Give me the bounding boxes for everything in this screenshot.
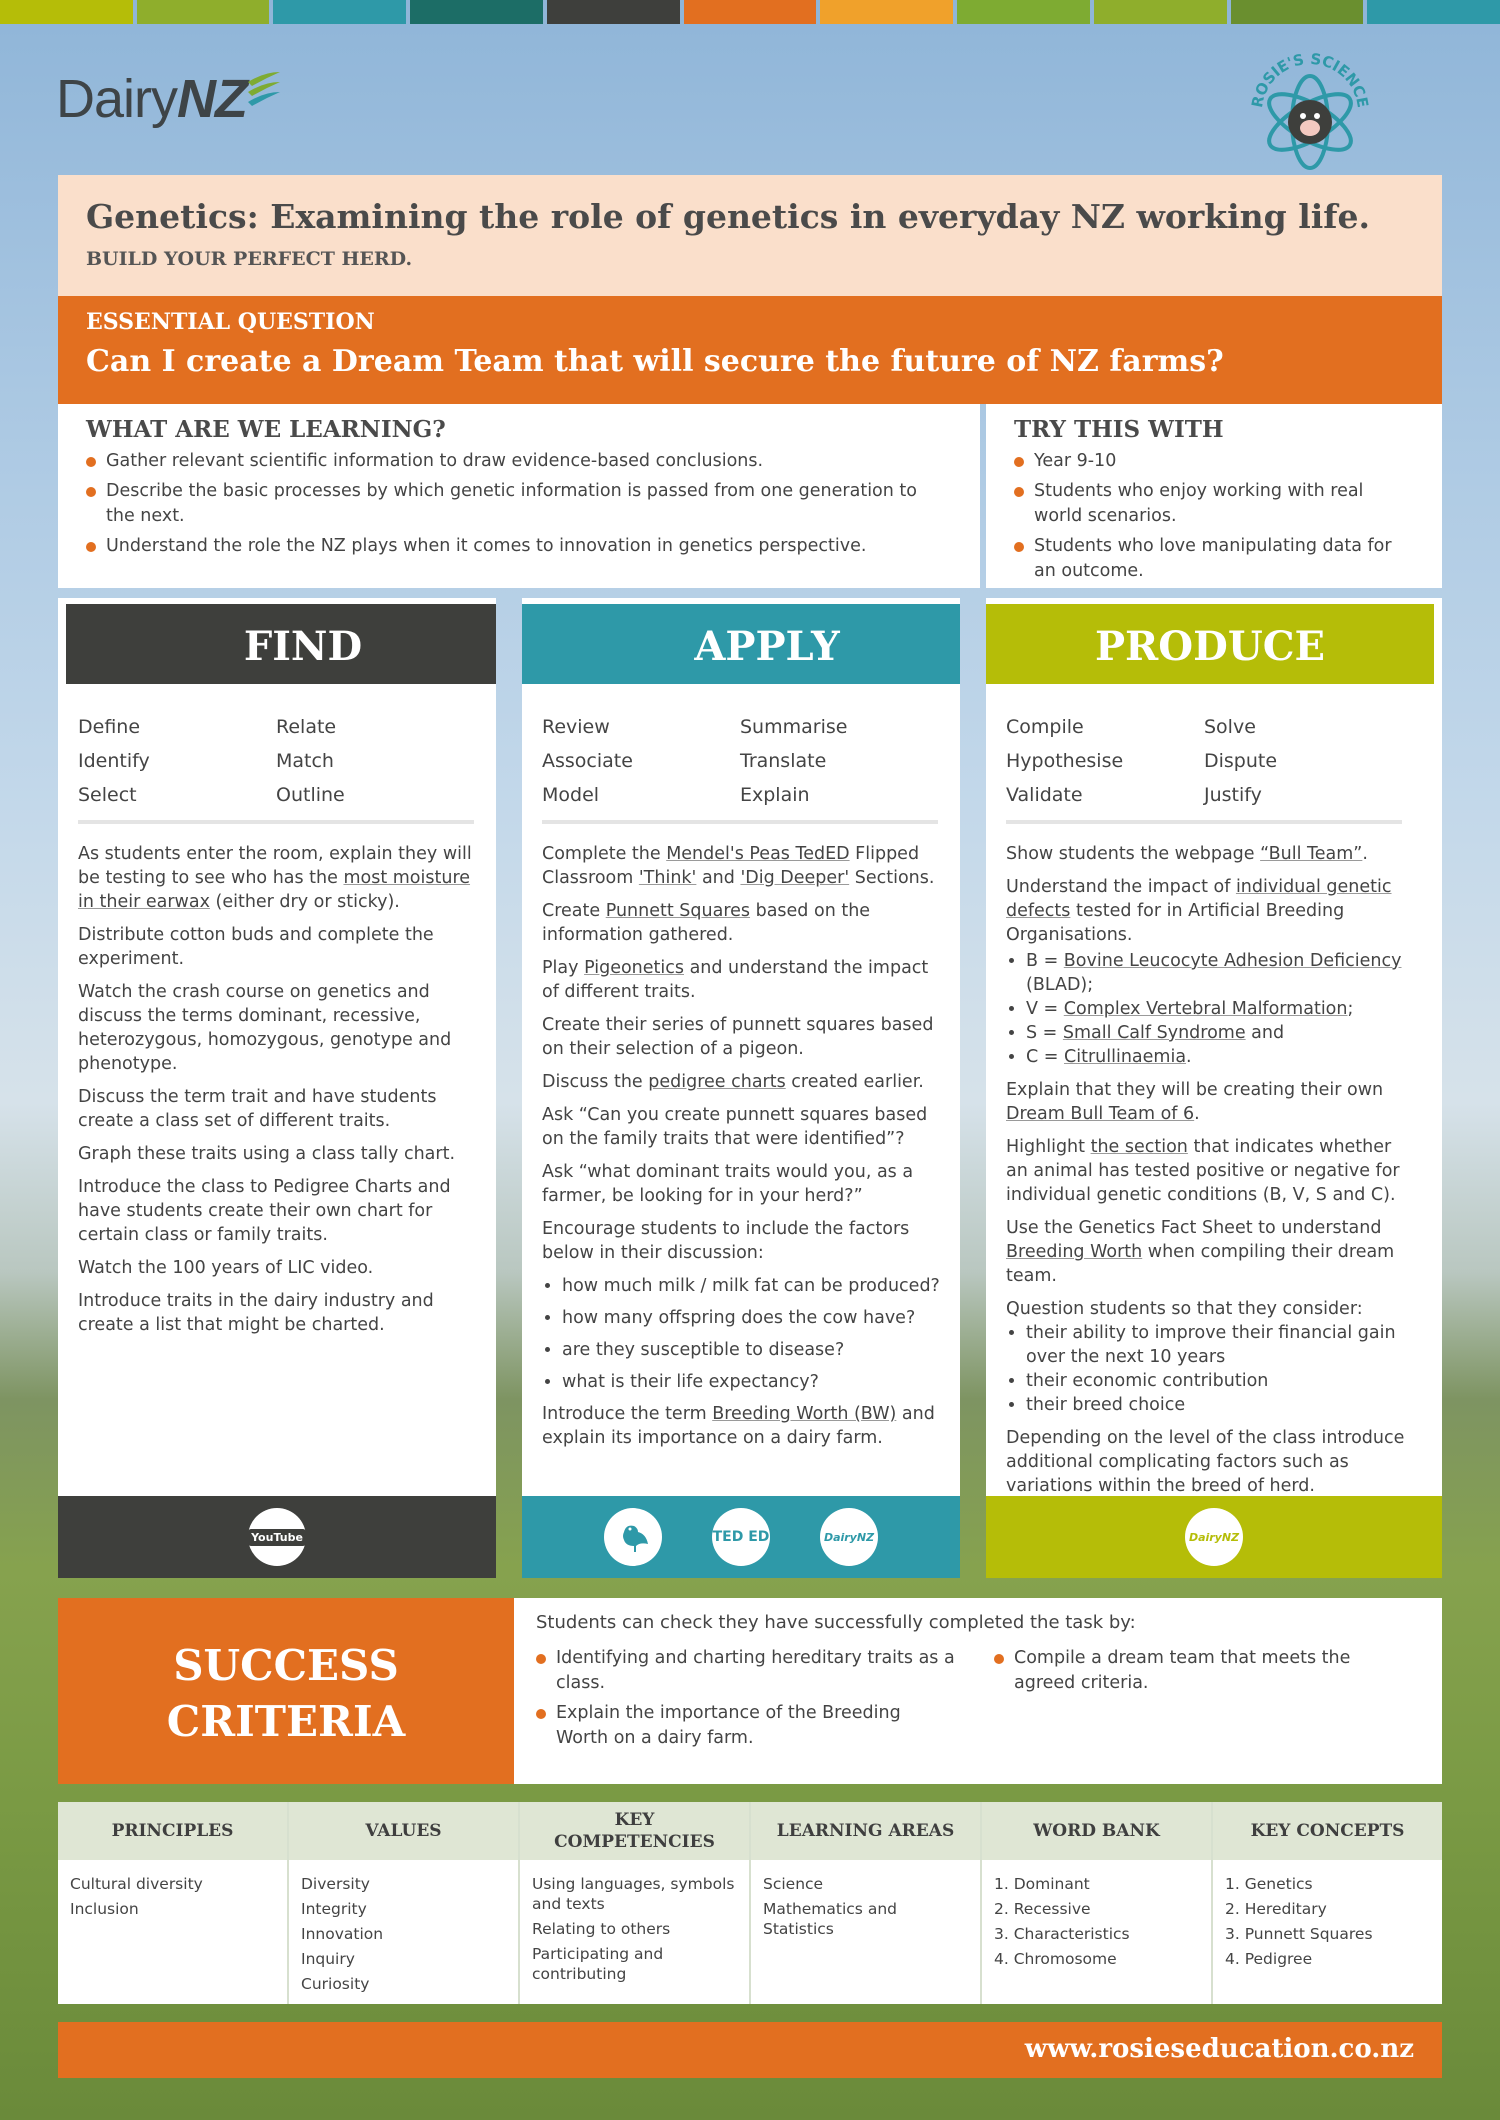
success-criteria-title: SUCCESS CRITERIA: [166, 1641, 406, 1746]
paragraph: Distribute cotton buds and complete the experiment.: [78, 925, 434, 969]
blad-link[interactable]: Bovine Leucocyte Adhesion Deficiency: [1063, 951, 1402, 971]
list-item: • what is their life expectancy?: [562, 1370, 942, 1394]
svg-text:ROSIE'S SCIENCE: ROSIE'S SCIENCE: [1248, 49, 1372, 110]
list-item: • how many offspring does the cow have?: [562, 1306, 942, 1330]
punnett-squares-link[interactable]: Punnett Squares: [605, 901, 751, 921]
logo-swoosh-icon: [244, 68, 284, 108]
learning-areas-column: [751, 1802, 982, 2004]
list-item: Describe the basic processes by which genetic information is passed from one generation to the next.: [86, 479, 926, 529]
stripe: [410, 0, 543, 24]
verb: Solve: [1204, 716, 1256, 738]
list-item: Explain the importance of the Breeding Worth on a dairy farm.: [536, 1701, 956, 1751]
list-item: • their economic contribution: [1026, 1369, 1416, 1393]
apply-panel: [522, 598, 960, 1578]
verb: Compile: [1006, 716, 1084, 738]
stripe: [957, 0, 1090, 24]
verb: Select: [78, 784, 137, 806]
learning-list: [86, 449, 926, 564]
essential-question-label: ESSENTIAL QUESTION: [86, 309, 375, 335]
list-item: • S = Small Calf Syndrome and: [1026, 1021, 1416, 1045]
verb: Translate: [740, 750, 827, 772]
breeding-worth-link[interactable]: Breeding Worth: [1006, 1242, 1143, 1262]
divider: [78, 820, 474, 824]
dairynz-icon[interactable]: DairyNZ: [820, 1508, 878, 1566]
dig-deeper-link[interactable]: 'Dig Deeper': [740, 868, 850, 888]
stripe: [1367, 0, 1500, 24]
verb: Explain: [740, 784, 810, 806]
success-criteria-title-panel: [58, 1598, 514, 1784]
success-list-left: [536, 1646, 956, 1756]
stripe: [137, 0, 270, 24]
cvm-link[interactable]: Complex Vertebral Malformation: [1063, 999, 1348, 1019]
verb: Dispute: [1204, 750, 1278, 772]
paragraph: Complete the Mendel's Peas TedED Flipped Classroom 'Think' and 'Dig Deeper' Sections.: [542, 844, 935, 888]
paragraph: Create their series of punnett squares based on their selection of a pigeon.: [542, 1015, 934, 1059]
discussion-list: [542, 1274, 942, 1394]
try-list: [1014, 449, 1414, 589]
column-header: WORD BANK: [982, 1802, 1211, 1860]
youtube-icon[interactable]: YouTube: [248, 1508, 306, 1566]
dairynz-icon[interactable]: DairyNZ: [1185, 1508, 1243, 1566]
essential-question-text: Can I create a Dream Team that will secure the future of NZ farms?: [86, 344, 1224, 379]
paragraph: Introduce the term Breeding Worth (BW) and explain its importance on a dairy farm.: [542, 1404, 935, 1448]
pigeon-icon[interactable]: [604, 1508, 662, 1566]
list-item: Students who enjoy working with real world scenarios.: [1014, 479, 1414, 529]
paragraph: Show students the webpage “Bull Team”.: [1006, 844, 1368, 864]
apply-word-grid: [542, 710, 938, 812]
produce-body: [1006, 842, 1416, 1507]
dairynz-logo: [56, 68, 247, 130]
list-item: • their breed choice: [1026, 1393, 1416, 1417]
success-intro: Students can check they have successfully completed the task by:: [536, 1612, 1136, 1633]
verb: Define: [78, 716, 141, 738]
page-title: Genetics: Examining the role of genetics in everyday NZ working life.: [86, 197, 1370, 236]
list-item: Students who love manipulating data for an outcome.: [1014, 534, 1414, 584]
verb: Outline: [276, 784, 345, 806]
verb: Summarise: [740, 716, 848, 738]
column-body: 1. Dominant 2. Recessive 3. Characteristics 4. Chromosome: [994, 1875, 1130, 1968]
verb: Relate: [276, 716, 337, 738]
column-body: Science Mathematics and Statistics: [763, 1875, 897, 1938]
dream-bull-team-link[interactable]: Dream Bull Team of 6: [1006, 1104, 1195, 1124]
apply-title: APPLY: [694, 623, 840, 670]
column-body: Using languages, symbols and texts Relating to others Participating and contributing: [532, 1875, 735, 1983]
produce-footer: [986, 1496, 1442, 1578]
list-item: • are they susceptible to disease?: [562, 1338, 942, 1362]
paragraph: Understand the impact of individual genetic defects tested for in Artificial Breeding Organisations.: [1006, 877, 1392, 945]
find-banner: [58, 598, 496, 690]
stripe: [684, 0, 817, 24]
list-item: • B = Bovine Leucocyte Adhesion Deficiency (BLAD);: [1026, 949, 1416, 997]
small-calf-link[interactable]: Small Calf Syndrome: [1062, 1023, 1246, 1043]
paragraph: Create Punnett Squares based on the information gathered.: [542, 901, 871, 945]
verb: Model: [542, 784, 600, 806]
success-list-right: [994, 1646, 1374, 1701]
try-this-with-panel: [986, 404, 1442, 588]
think-link[interactable]: 'Think': [638, 868, 697, 888]
principles-column: [58, 1802, 289, 2004]
consider-list: [1006, 1321, 1416, 1417]
website-link[interactable]: www.rosieseducation.co.nz: [1024, 2034, 1414, 2064]
essential-question-panel: [58, 296, 1442, 404]
stripe: [820, 0, 953, 24]
verb: Identify: [78, 750, 150, 772]
column-body: Cultural diversity Inclusion: [70, 1875, 203, 1918]
divider: [542, 820, 938, 824]
citrullinaemia-link[interactable]: Citrullinaemia: [1064, 1047, 1187, 1067]
paragraph: Play Pigeonetics and understand the impact of different traits.: [542, 958, 929, 1002]
column-header: LEARNING AREAS: [751, 1802, 980, 1860]
bull-team-link[interactable]: “Bull Team”: [1260, 844, 1363, 864]
column-header: PRINCIPLES: [58, 1802, 287, 1860]
verb: Match: [276, 750, 334, 772]
find-panel: [58, 598, 496, 1578]
column-body: 1. Genetics 2. Hereditary 3. Punnett Squares 4. Pedigree: [1225, 1875, 1373, 1968]
paragraph: Depending on the level of the class introduce additional complicating factors such as variations within the breed of herd.: [1006, 1428, 1405, 1496]
curriculum-table: [58, 1802, 1442, 2004]
verb: Validate: [1006, 784, 1083, 806]
stripe: [0, 0, 133, 24]
list-item: • their ability to improve their financial gain over the next 10 years: [1026, 1321, 1416, 1369]
header-panel: [58, 175, 1442, 296]
logo-nz-text: NZ: [177, 69, 247, 129]
values-column: [289, 1802, 520, 2004]
rosies-science-badge: [1240, 40, 1380, 180]
column-header: KEY COMPETENCIES: [520, 1802, 749, 1860]
apply-banner: [522, 598, 960, 690]
mendels-peas-link[interactable]: Mendel's Peas TedED: [666, 844, 850, 864]
find-word-grid: [78, 710, 474, 812]
learning-heading: WHAT ARE WE LEARNING?: [86, 416, 446, 443]
paragraph: Highlight the section that indicates whether an animal has tested positive or negative for individual genetic conditions (B, V, S and C).: [1006, 1137, 1400, 1205]
pigeonetics-link[interactable]: Pigeonetics: [584, 958, 684, 978]
verb: Justify: [1204, 784, 1262, 806]
list-item: Year 9-10: [1014, 449, 1414, 474]
pigeon-icon-graphic: [614, 1518, 652, 1556]
list-item: Identifying and charting hereditary traits as a class.: [536, 1646, 956, 1696]
produce-word-grid: [1006, 710, 1402, 812]
verb: Hypothesise: [1006, 750, 1124, 772]
divider: [1006, 820, 1402, 824]
list-item: • how much milk / milk fat can be produced?: [562, 1274, 942, 1298]
list-item: Understand the role the NZ plays when it comes to innovation in genetics perspective.: [86, 534, 926, 559]
stripe: [1094, 0, 1227, 24]
key-concepts-column: [1213, 1802, 1442, 2004]
genetic-defects-link[interactable]: individual genetic defects: [1006, 877, 1392, 921]
paragraph: Graph these traits using a class tally chart.: [78, 1144, 456, 1164]
paragraph: Encourage students to include the factors below in their discussion:: [542, 1219, 910, 1263]
paragraph: Introduce the class to Pedigree Charts and have students create their own chart for certain class or family traits.: [78, 1177, 451, 1245]
the-section-link[interactable]: the section: [1090, 1137, 1188, 1157]
verb: Associate: [542, 750, 633, 772]
paragraph: As students enter the room, explain they will be testing to see who has the most moisture in their earwax (either dry or sticky).: [78, 844, 472, 912]
find-body: [78, 842, 473, 1346]
paragraph: Introduce traits in the dairy industry and create a list that might be charted.: [78, 1291, 434, 1335]
verb: Review: [542, 716, 610, 738]
apply-body: [542, 842, 942, 1459]
paragraph: Question students so that they consider:: [1006, 1299, 1363, 1319]
teded-icon[interactable]: TED ED: [712, 1508, 770, 1566]
find-footer: [58, 1496, 496, 1578]
list-item: Gather relevant scientific information to draw evidence-based conclusions.: [86, 449, 926, 474]
find-title: FIND: [243, 623, 363, 670]
list-item: • V = Complex Vertebral Malformation;: [1026, 997, 1416, 1021]
column-body: Diversity Integrity Innovation Inquiry Curiosity: [301, 1875, 384, 1993]
try-heading: TRY THIS WITH: [1014, 416, 1224, 443]
stripe: [1231, 0, 1364, 24]
paragraph: Watch the crash course on genetics and discuss the terms dominant, recessive, heterozygous, homozygous, genotype and phenotype.: [78, 982, 452, 1074]
breeding-worth-link[interactable]: Breeding Worth (BW): [712, 1404, 897, 1424]
success-criteria-panel: [514, 1598, 1442, 1784]
key-competencies-column: [520, 1802, 751, 2004]
produce-title: PRODUCE: [1094, 623, 1326, 670]
paragraph: Watch the 100 years of LIC video.: [78, 1258, 374, 1278]
column-header: VALUES: [289, 1802, 518, 1860]
stripe: [273, 0, 406, 24]
apply-footer: [522, 1496, 960, 1578]
earwax-link[interactable]: most moisture in their earwax: [78, 868, 471, 912]
produce-banner: [986, 598, 1442, 690]
paragraph: Discuss the pedigree charts created earlier.: [542, 1072, 924, 1092]
what-are-we-learning-panel: [58, 404, 980, 588]
page-subtitle: BUILD YOUR PERFECT HERD.: [86, 248, 413, 270]
paragraph: Discuss the term trait and have students create a class set of different traits.: [78, 1087, 437, 1131]
stripe: [547, 0, 680, 24]
defects-list: [1006, 949, 1416, 1069]
produce-panel: [986, 598, 1442, 1578]
logo-dairy-text: Dairy: [56, 69, 178, 129]
top-color-stripes: [0, 0, 1500, 24]
paragraph: Ask “what dominant traits would you, as a farmer, be looking for in your herd?”: [542, 1162, 914, 1206]
pedigree-charts-link[interactable]: pedigree charts: [648, 1072, 786, 1092]
list-item: • C = Citrullinaemia.: [1026, 1045, 1416, 1069]
paragraph: Ask “Can you create punnett squares based on the family traits that were identified”?: [542, 1105, 928, 1149]
paragraph: Explain that they will be creating their own Dream Bull Team of 6.: [1006, 1080, 1384, 1124]
paragraph: Use the Genetics Fact Sheet to understand Breeding Worth when compiling their dream team.: [1006, 1218, 1395, 1286]
list-item: Compile a dream team that meets the agreed criteria.: [994, 1646, 1374, 1696]
column-header: KEY CONCEPTS: [1213, 1802, 1442, 1860]
footer-bar: [58, 2022, 1442, 2078]
word-bank-column: [982, 1802, 1213, 2004]
